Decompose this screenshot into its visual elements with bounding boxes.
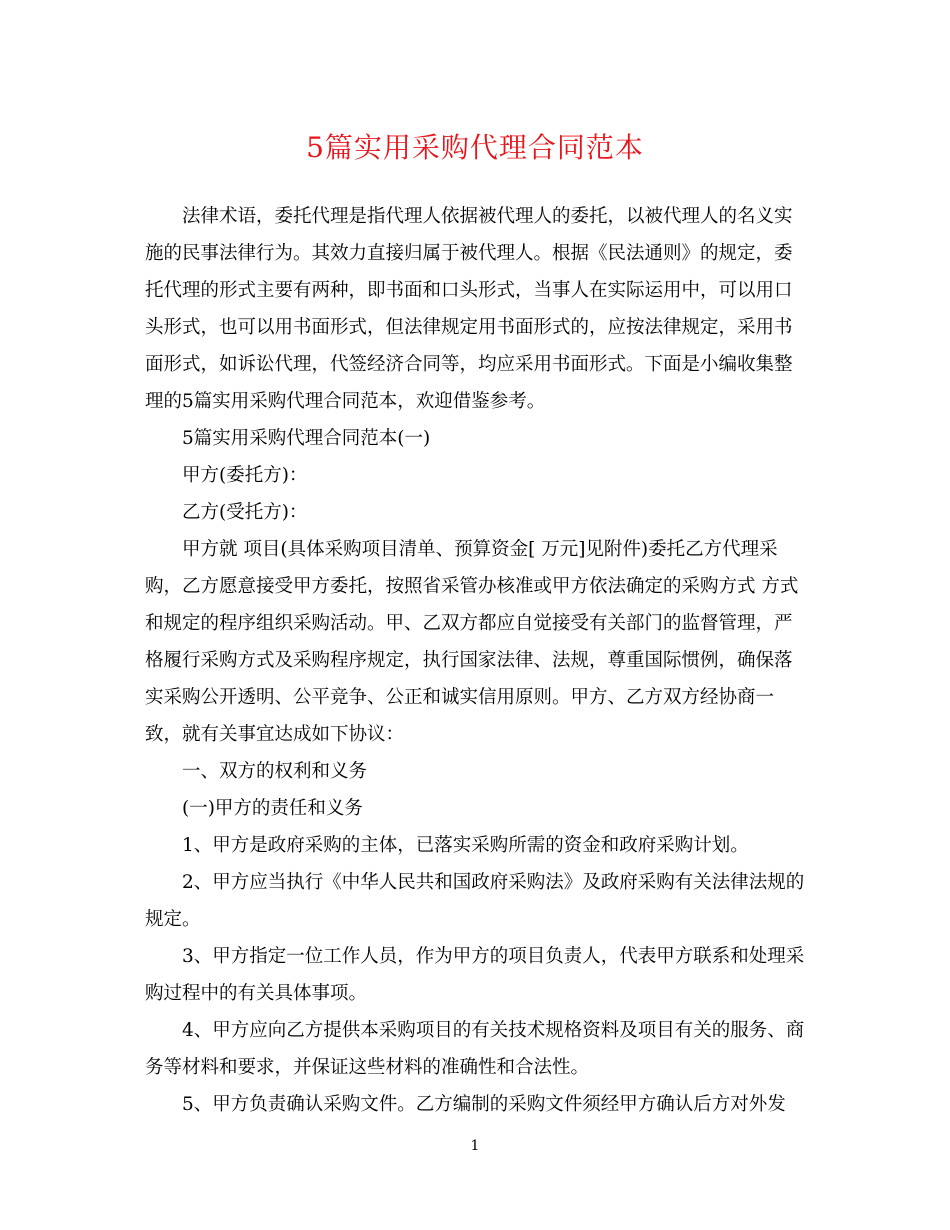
page-number: 1 [470,1138,480,1154]
text-line: 乙方(受托方)： [182,502,308,523]
paragraph [145,1086,810,1123]
text-line: 面形式，如诉讼代理，代签经济合同等，均应采用书面形式。下面是小编收集整 [145,354,793,375]
paragraph [145,457,810,494]
text-line: 3、甲方指定一位工作人员，作为甲方的项目负责人，代表甲方联系和处理采 [182,946,805,967]
paragraph [145,790,810,827]
text-line: 1、甲方是政府采购的主体，已落实采购所需的资金和政府采购计划。 [182,835,749,856]
text-line: 理的5篇实用采购代理合同范本，欢迎借鉴参考。 [145,391,546,412]
text-line: 施的民事法律行为。其效力直接归属于被代理人。根据《民法通则》的规定，委 [145,243,793,264]
paragraph [145,938,810,1012]
text-line: 致，就有关事宜达成如下协议： [145,724,405,745]
paragraph [145,753,810,790]
text-line: 甲方(委托方)： [182,465,308,486]
text-line: 法律术语，委托代理是指代理人依据被代理人的委托，以被代理人的名义实 [182,206,793,227]
text-line: 头形式，也可以用书面形式，但法律规定用书面形式的，应按法律规定，采用书 [145,317,793,338]
text-line: 甲方就 项目(具体采购项目清单、预算资金[ 万元]见附件)委托乙方代理采 [182,539,778,560]
text-line: 购，乙方愿意接受甲方委托，按照省采管办核准或甲方依法确定的采购方式 方式 [145,576,799,597]
text-line: 一、双方的权利和义务 [182,761,368,782]
text-line: (一)甲方的责任和义务 [182,798,363,819]
text-line: 5、甲方负责确认采购文件。乙方编制的采购文件须经甲方确认后方对外发 [182,1094,786,1115]
text-line: 2、甲方应当执行《中华人民共和国政府采购法》及政府采购有关法律法规的 [182,872,805,893]
paragraph [145,198,810,420]
text-line: 5篇实用采购代理合同范本(一) [182,428,431,449]
text-line: 规定。 [145,909,201,930]
paragraph [145,827,810,864]
text-line: 4、甲方应向乙方提供本采购项目的有关技术规格资料及项目有关的服务、商 [182,1020,805,1041]
text-line: 托代理的形式主要有两种，即书面和口头形式，当事人在实际运用中，可以用口 [145,280,793,301]
text-line: 实采购公开透明、公平竞争、公正和诚实信用原则。甲方、乙方双方经协商一 [145,687,775,708]
document-body [145,198,810,1123]
paragraph [145,531,810,753]
text-line: 务等材料和要求，并保证这些材料的准确性和合法性。 [145,1057,590,1078]
text-line: 和规定的程序组织采购活动。甲、乙双方都应自觉接受有关部门的监督管理，严 [145,613,793,634]
text-line: 格履行采购方式及采购程序规定，执行国家法律、法规，尊重国际惯例，确保落 [145,650,793,671]
paragraph [145,864,810,938]
text-line: 购过程中的有关具体事项。 [145,983,368,1004]
paragraph [145,494,810,531]
document-title: 5篇实用采购代理合同范本 [306,131,644,164]
paragraph [145,1012,810,1086]
paragraph [145,420,810,457]
